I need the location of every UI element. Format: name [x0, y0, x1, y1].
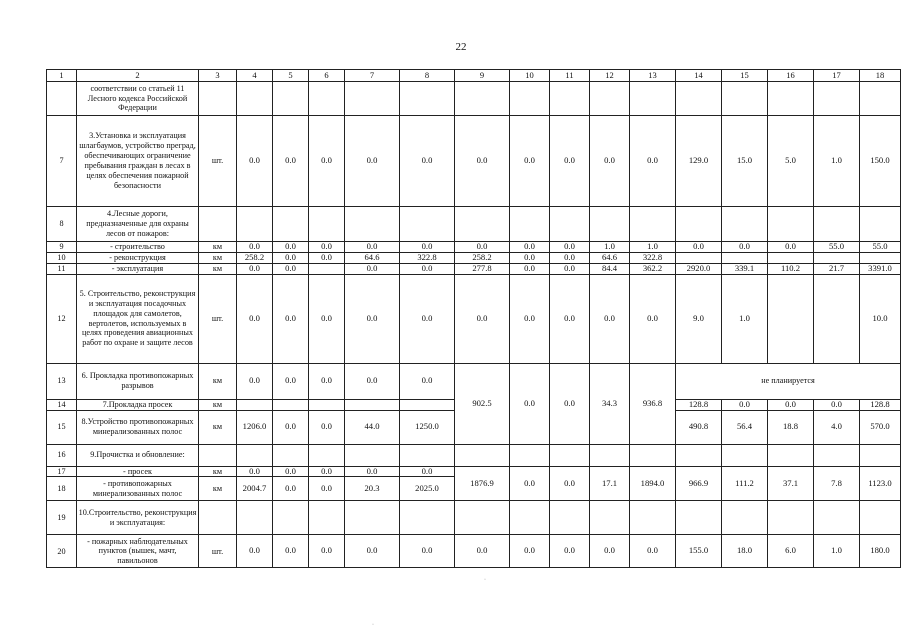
value-cell: 0.0	[237, 263, 273, 274]
value-cell: 10.0	[860, 274, 901, 363]
value-cell: 0.0	[345, 116, 400, 207]
value-cell: 0.0	[273, 363, 309, 399]
column-header: 7	[345, 70, 400, 82]
value-cell: 0.0	[814, 399, 860, 410]
value-cell: 44.0	[345, 410, 400, 444]
value-cell: 322.8	[400, 252, 455, 263]
merged-value-cell: 7.8	[814, 466, 860, 501]
column-header: 13	[630, 70, 676, 82]
header-row	[47, 70, 901, 82]
value-cell: 0.0	[550, 535, 590, 568]
value-cell: 0.0	[400, 116, 455, 207]
column-header: 18	[860, 70, 901, 82]
value-cell: 1.0	[630, 242, 676, 253]
value-cell: 490.8	[676, 410, 722, 444]
column-header: 10	[510, 70, 550, 82]
value-cell	[309, 263, 345, 274]
unit-cell: км	[199, 399, 237, 410]
merged-value-cell: 17.1	[590, 466, 630, 501]
value-cell: 180.0	[860, 535, 901, 568]
value-cell: 1.0	[590, 242, 630, 253]
value-cell: 3391.0	[860, 263, 901, 274]
row-number: 11	[47, 263, 77, 274]
value-cell: 0.0	[345, 363, 400, 399]
merged-value-cell: 0.0	[550, 363, 590, 444]
value-cell	[768, 274, 814, 363]
column-header: 16	[768, 70, 814, 82]
row-name: - противопожарных минерализованных полос	[77, 477, 199, 501]
value-cell: 0.0	[273, 252, 309, 263]
row-name: 3.Установка и эксплуатация шлагбаумов, устройство преград, обеспечивающих ограничение пребывания граждан в лесах в целях обеспечения пожарной безопасности	[77, 116, 199, 207]
value-cell: 64.6	[590, 252, 630, 263]
value-cell: 2004.7	[237, 477, 273, 501]
value-cell: 0.0	[309, 363, 345, 399]
row-name: - эксплуатация	[77, 263, 199, 274]
value-cell	[722, 252, 768, 263]
value-cell: 0.0	[455, 116, 510, 207]
value-cell: 55.0	[860, 242, 901, 253]
value-cell: 0.0	[237, 535, 273, 568]
unit-cell: км	[199, 466, 237, 477]
merged-value-cell: 111.2	[722, 466, 768, 501]
value-cell: 0.0	[722, 399, 768, 410]
value-cell: 0.0	[455, 274, 510, 363]
column-header: 6	[309, 70, 345, 82]
value-cell: 0.0	[273, 263, 309, 274]
value-cell: 21.7	[814, 263, 860, 274]
value-cell: 1250.0	[400, 410, 455, 444]
row-number: 8	[47, 207, 77, 242]
row-number: 17	[47, 466, 77, 477]
value-cell: 0.0	[309, 535, 345, 568]
table-row	[47, 444, 901, 466]
merged-value-cell: 966.9	[676, 466, 722, 501]
unit-cell: км	[199, 410, 237, 444]
value-cell: 0.0	[676, 242, 722, 253]
not-planned-note: не планируется	[676, 363, 901, 399]
value-cell: 570.0	[860, 410, 901, 444]
table-row	[47, 116, 901, 207]
table-row	[47, 242, 901, 253]
value-cell: 0.0	[345, 535, 400, 568]
value-cell: 55.0	[814, 242, 860, 253]
row-number: 20	[47, 535, 77, 568]
column-header: 5	[273, 70, 309, 82]
value-cell: 0.0	[455, 242, 510, 253]
value-cell: 0.0	[273, 410, 309, 444]
value-cell: 64.6	[345, 252, 400, 263]
row-name: 10.Строительство, реконструкция и эксплуатация:	[77, 501, 199, 535]
value-cell: 0.0	[309, 410, 345, 444]
column-header: 4	[237, 70, 273, 82]
value-cell: 0.0	[273, 274, 309, 363]
value-cell: 0.0	[309, 116, 345, 207]
value-cell: 2025.0	[400, 477, 455, 501]
value-cell: 0.0	[273, 466, 309, 477]
value-cell: 0.0	[273, 535, 309, 568]
value-cell: 0.0	[400, 466, 455, 477]
row-name: - просек	[77, 466, 199, 477]
table-row	[47, 252, 901, 263]
column-header: 11	[550, 70, 590, 82]
value-cell: 20.3	[345, 477, 400, 501]
value-cell: 18.0	[722, 535, 768, 568]
value-cell: 258.2	[455, 252, 510, 263]
value-cell: 339.1	[722, 263, 768, 274]
value-cell: 155.0	[676, 535, 722, 568]
value-cell: 0.0	[510, 535, 550, 568]
row-name: 8.Устройство противопожарных минерализованных полос	[77, 410, 199, 444]
value-cell: 18.8	[768, 410, 814, 444]
table-row	[47, 466, 901, 477]
merged-value-cell: 0.0	[550, 466, 590, 501]
row-number: 14	[47, 399, 77, 410]
merged-value-cell: 1123.0	[860, 466, 901, 501]
row-number: 18	[47, 477, 77, 501]
row-number: 15	[47, 410, 77, 444]
value-cell: 0.0	[510, 242, 550, 253]
row-number: 16	[47, 444, 77, 466]
row-number: 19	[47, 501, 77, 535]
column-header: 2	[77, 70, 199, 82]
unit-cell: шт.	[199, 116, 237, 207]
value-cell: 0.0	[550, 116, 590, 207]
value-cell	[860, 252, 901, 263]
value-cell: 1206.0	[237, 410, 273, 444]
unit-cell: км	[199, 252, 237, 263]
table-row	[47, 82, 901, 116]
value-cell: 0.0	[630, 116, 676, 207]
table-row	[47, 535, 901, 568]
value-cell: 0.0	[768, 399, 814, 410]
merged-value-cell: 1894.0	[630, 466, 676, 501]
row-number	[47, 82, 77, 116]
row-name: 4.Лесные дороги, предназначенные для охраны лесов от пожаров:	[77, 207, 199, 242]
value-cell: 0.0	[510, 274, 550, 363]
value-cell: 258.2	[237, 252, 273, 263]
value-cell: 0.0	[510, 116, 550, 207]
column-header: 14	[676, 70, 722, 82]
value-cell: 0.0	[550, 274, 590, 363]
merged-value-cell: 0.0	[510, 363, 550, 444]
value-cell	[768, 252, 814, 263]
value-cell: 277.8	[455, 263, 510, 274]
row-number: 13	[47, 363, 77, 399]
merged-value-cell: 936.8	[630, 363, 676, 444]
value-cell: 0.0	[510, 252, 550, 263]
value-cell: 0.0	[273, 116, 309, 207]
value-cell: 0.0	[237, 274, 273, 363]
value-cell: 0.0	[400, 535, 455, 568]
value-cell: 4.0	[814, 410, 860, 444]
value-cell: 5.0	[768, 116, 814, 207]
scan-speck: ·	[484, 577, 486, 583]
value-cell: 56.4	[722, 410, 768, 444]
value-cell: 1.0	[722, 274, 768, 363]
table-row	[47, 207, 901, 242]
value-cell	[814, 274, 860, 363]
unit-cell: км	[199, 263, 237, 274]
table-row	[47, 263, 901, 274]
value-cell: 0.0	[630, 535, 676, 568]
value-cell: 0.0	[345, 242, 400, 253]
table-row	[47, 363, 901, 399]
value-cell: 0.0	[400, 363, 455, 399]
row-name: 5. Строительство, реконструкция и эксплуатация посадочных площадок для самолетов, вертолетов, используемых в целях проведения авиационных работ по охране и защите лесов	[77, 274, 199, 363]
value-cell	[814, 252, 860, 263]
row-name: - реконструкция	[77, 252, 199, 263]
value-cell: 0.0	[455, 535, 510, 568]
value-cell: 0.0	[237, 466, 273, 477]
merged-value-cell: 37.1	[768, 466, 814, 501]
value-cell: 0.0	[550, 263, 590, 274]
row-name: соответствии со статьей 11 Лесного кодекса Российской Федерации	[77, 82, 199, 116]
value-cell: 0.0	[345, 274, 400, 363]
column-header: 3	[199, 70, 237, 82]
value-cell: 0.0	[309, 242, 345, 253]
unit-cell: км	[199, 242, 237, 253]
row-name: 7.Прокладка просек	[77, 399, 199, 410]
value-cell: 1.0	[814, 116, 860, 207]
column-header: 1	[47, 70, 77, 82]
value-cell: 0.0	[237, 116, 273, 207]
unit-cell: км	[199, 477, 237, 501]
merged-value-cell: 902.5	[455, 363, 510, 444]
row-name: 6. Прокладка противопожарных разрывов	[77, 363, 199, 399]
value-cell: 2920.0	[676, 263, 722, 274]
table-row	[47, 274, 901, 363]
value-cell: 0.0	[309, 274, 345, 363]
value-cell: 110.2	[768, 263, 814, 274]
value-cell: 0.0	[590, 116, 630, 207]
value-cell: 0.0	[510, 263, 550, 274]
value-cell: 129.0	[676, 116, 722, 207]
row-number: 9	[47, 242, 77, 253]
value-cell: 322.8	[630, 252, 676, 263]
value-cell: 128.8	[860, 399, 901, 410]
value-cell: 0.0	[237, 242, 273, 253]
row-name: - пожарных наблюдательных пунктов (вышек, мачт, павильонов	[77, 535, 199, 568]
value-cell: 0.0	[400, 242, 455, 253]
value-cell: 0.0	[345, 466, 400, 477]
value-cell: 84.4	[590, 263, 630, 274]
unit-cell: шт.	[199, 535, 237, 568]
value-cell: 0.0	[237, 363, 273, 399]
value-cell: 0.0	[309, 477, 345, 501]
row-name: 9.Прочистка и обновление:	[77, 444, 199, 466]
unit-cell: км	[199, 363, 237, 399]
value-cell: 0.0	[550, 252, 590, 263]
scan-speck: ·	[372, 622, 374, 628]
column-header: 9	[455, 70, 510, 82]
row-number: 10	[47, 252, 77, 263]
value-cell: 0.0	[630, 274, 676, 363]
value-cell: 0.0	[590, 274, 630, 363]
value-cell: 0.0	[309, 252, 345, 263]
merged-value-cell: 34.3	[590, 363, 630, 444]
row-number: 7	[47, 116, 77, 207]
value-cell: 128.8	[676, 399, 722, 410]
column-header: 12	[590, 70, 630, 82]
value-cell: 0.0	[550, 242, 590, 253]
row-number: 12	[47, 274, 77, 363]
merged-value-cell: 0.0	[510, 466, 550, 501]
value-cell: 0.0	[768, 242, 814, 253]
value-cell: 0.0	[722, 242, 768, 253]
value-cell: 0.0	[273, 477, 309, 501]
value-cell: 0.0	[400, 263, 455, 274]
value-cell: 0.0	[345, 263, 400, 274]
forest-protection-table	[46, 69, 901, 568]
value-cell: 362.2	[630, 263, 676, 274]
merged-value-cell: 1876.9	[455, 466, 510, 501]
value-cell: 1.0	[814, 535, 860, 568]
table-row	[47, 501, 901, 535]
value-cell: 0.0	[400, 274, 455, 363]
value-cell: 0.0	[273, 242, 309, 253]
value-cell: 9.0	[676, 274, 722, 363]
value-cell	[676, 252, 722, 263]
page-number: 22	[455, 41, 467, 53]
column-header: 17	[814, 70, 860, 82]
value-cell: 150.0	[860, 116, 901, 207]
unit-cell: шт.	[199, 274, 237, 363]
value-cell: 0.0	[590, 535, 630, 568]
value-cell: 0.0	[309, 466, 345, 477]
row-name: - строительство	[77, 242, 199, 253]
column-header: 15	[722, 70, 768, 82]
value-cell: 15.0	[722, 116, 768, 207]
value-cell: 6.0	[768, 535, 814, 568]
column-header: 8	[400, 70, 455, 82]
